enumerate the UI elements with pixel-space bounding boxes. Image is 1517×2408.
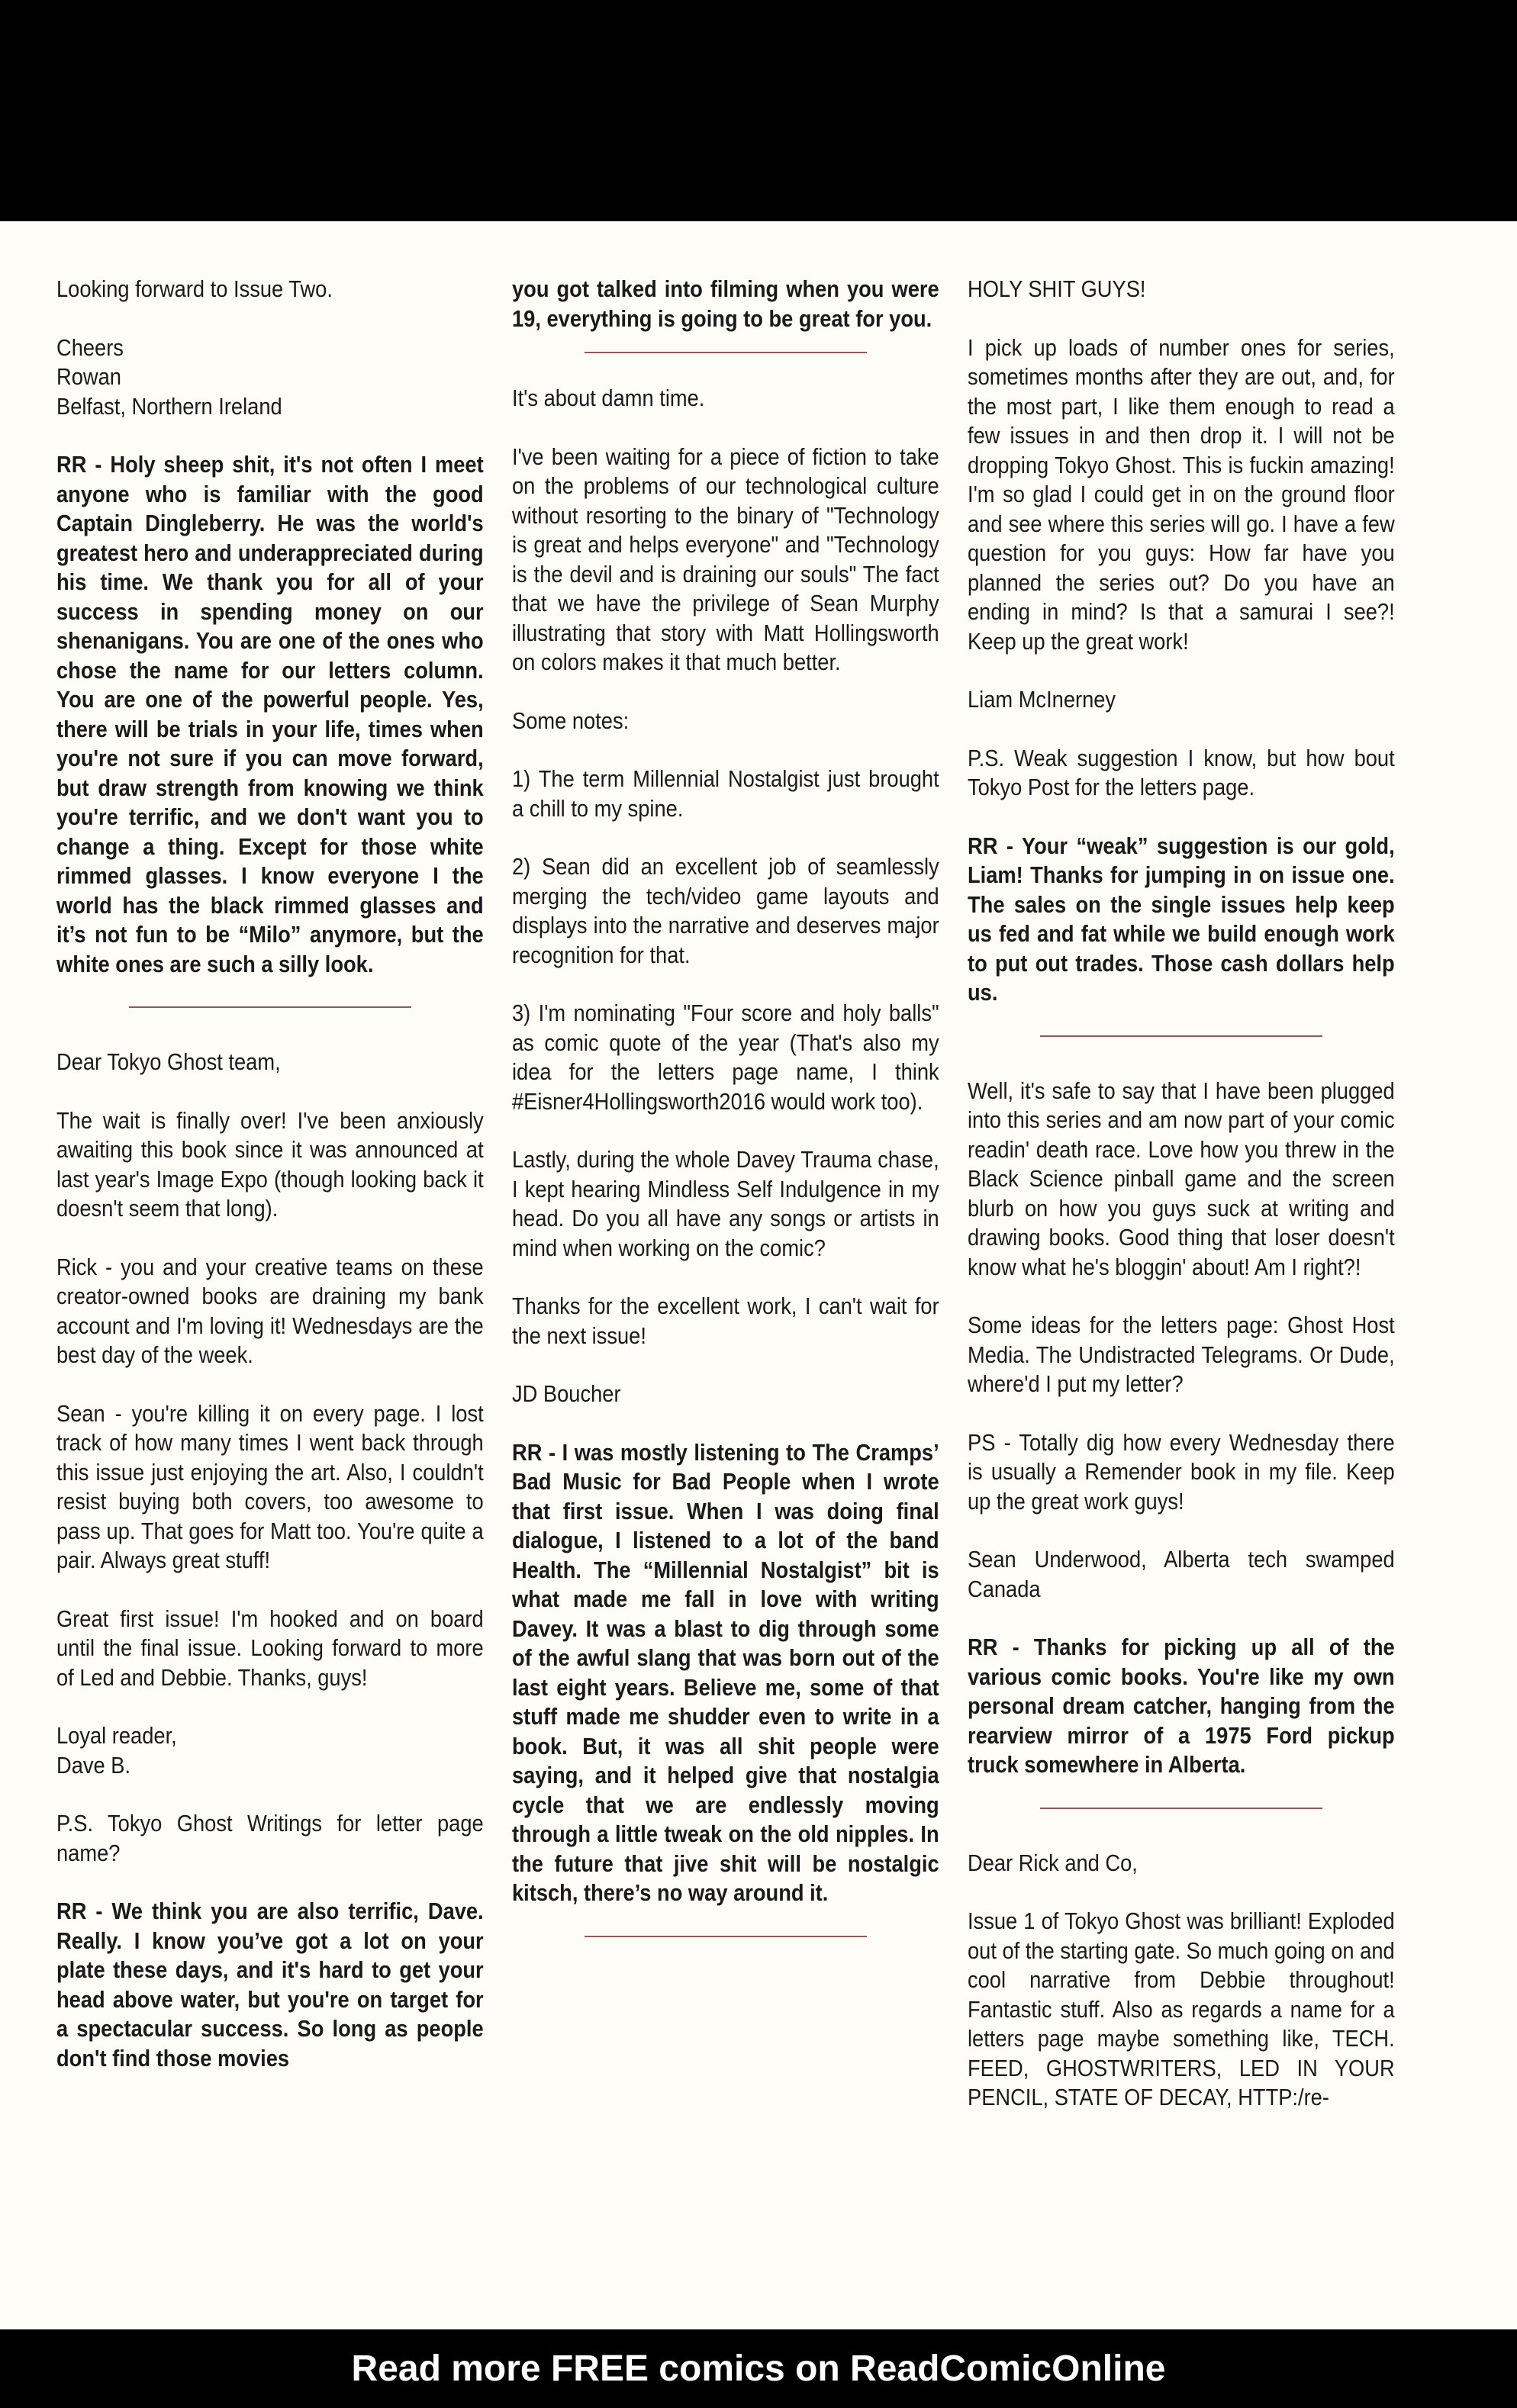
section-divider: [1040, 1808, 1322, 1809]
letter-paragraph: Some ideas for the letters page: Ghost Host Media. The Undistracted Telegrams. Or Dude, where'd I put my letter?: [968, 1312, 1395, 1397]
letter-paragraph: Rick - you and your creative teams on these creator-owned books are draining my bank account and I'm loving it! Wednesdays are the best day of the week.: [56, 1253, 484, 1368]
letter-signature: Sean Underwood, Alberta tech swamped Canada: [968, 1546, 1395, 1602]
letter-greeting: It's about damn time.: [512, 385, 705, 411]
section-divider: [1040, 1035, 1322, 1037]
letter-signature: Cheers Rowan Belfast, Northern Ireland: [56, 333, 282, 420]
letter-paragraph: Thanks for the excellent work, I can't wait for the next issue!: [512, 1293, 939, 1349]
editor-response-continued: you got talked into filming when you were 19, everything is going to be great for you.: [512, 275, 939, 332]
letter-paragraph: The wait is finally over! I've been anxiously awaiting this book since it was announced at last year's Image Expo (though looking back it doesn't seem that long).: [56, 1106, 484, 1222]
letter-greeting: HOLY SHIT GUYS!: [968, 275, 1146, 302]
editor-response: RR - We think you are also terrific, Dave. Really. I know you’ve got a lot on your plate these days, and it's hard to get your head above water, but you're on target for a spectacular success. So long as people don't find those movies: [56, 1898, 484, 2072]
letters-column-2: [512, 275, 939, 1977]
editor-response: RR - Your “weak” suggestion is our gold, Liam! Thanks for jumping in on issue one. The sales on the single issues help keep us fed and fat while we build enough work to put out trades. Those cash dollars help us.: [968, 832, 1395, 1006]
bottom-banner-bar: [0, 2329, 1517, 2408]
site-banner-text[interactable]: Read more FREE comics on ReadComicOnline: [351, 2348, 1166, 2389]
letter-signature: Loyal reader, Dave B.: [56, 1722, 177, 1779]
letter-signature: JD Boucher: [512, 1380, 621, 1407]
letter-paragraph: Issue 1 of Tokyo Ghost was brilliant! Exploded out of the starting gate. So much going on and cool narrative from Debbie throughout! Fantastic stuff. Also as regards a name for a letters page maybe something like, TECH. FEED, GHOSTWRITERS, LED IN YOUR PENCIL, STATE OF DECAY, HTTP:/re-: [968, 1907, 1395, 2110]
letter-paragraph: Well, it's safe to say that I have been plugged into this series and am now part of your comic readin' death race. Love how you threw in the Black Science pinball game and the screen blurb on how you guys suck at writing and drawing books. Good thing that loser doesn't know what he's bloggin' about! Am I right?!: [968, 1077, 1395, 1280]
letters-column-3: [968, 275, 1395, 2142]
editor-response: RR - Thanks for picking up all of the various comic books. You're like my own personal dream catcher, hanging from the rearview mirror of a 1975 Ford pickup truck somewhere in Alberta.: [968, 1634, 1395, 1778]
letter-paragraph: I've been waiting for a piece of fiction to take on the problems of our technological culture without resorting to the binary of "Technology is great and helps everyone" and "Technology is the devil and is draining our souls" The fact that we have the privilege of Sean Murphy illustrating that story with Matt Hollingsworth on colors makes it that much better.: [512, 443, 939, 675]
editor-response: RR - Holy sheep shit, it's not often I meet anyone who is familiar with the good Captain Dingleberry. He was the world's greatest hero and underappreciated during his time. We thank you for all of your success in spending money on our shenanigans. You are one of the ones who chose the name for our letters column. You are one of the powerful people. Yes, there will be trials in your life, times when you're not sure if you can move forward, but draw strength from knowing we think you're terrific, and we don't want you to change a thing. Except for those white rimmed glasses. I know everyone I the world has the black rimmed glasses and it’s not fun to be “Milo” anymore, but the white ones are such a silly look.: [56, 451, 484, 977]
letter-postscript: P.S. Tokyo Ghost Writings for letter page name?: [56, 1810, 484, 1866]
top-black-bar: [0, 0, 1517, 221]
letter-paragraph: Sean - you're killing it on every page. I lost track of how many times I went back through this issue just enjoying the art. Also, I couldn't resist buying both covers, too awesome to pass up. That goes for Matt too. You're quite a pair. Always great stuff!: [56, 1399, 484, 1573]
letter-paragraph: Looking forward to Issue Two.: [56, 275, 333, 302]
letter-paragraph: Lastly, during the whole Davey Trauma chase, I kept hearing Mindless Self Indulgence in my head. Do you all have any songs or artists in mind when working on the comic?: [512, 1146, 939, 1261]
letter-signature: Liam McInerney: [968, 686, 1116, 713]
section-divider: [585, 1936, 867, 1937]
editor-response: RR - I was mostly listening to The Cramps’ Bad Music for Bad People when I wrote that first issue. When I was doing final dialogue, I listened to a lot of the band Health. The “Millennial Nostalgist” bit is what made me fall in love with writing Davey. It was a blast to dig through some of the awful slang that was born out of the last eight years. Believe me, some of that stuff made me shudder even to write in a book. But, it was all shit people were saying, and it helped give that nostalgia cycle that we are endlessly moving through a little tweak on the old nipples. In the future that jive shit will be nostalgic kitsch, there’s no way around it.: [512, 1438, 939, 1906]
letter-paragraph: Some notes:: [512, 707, 630, 734]
section-divider: [585, 352, 867, 353]
letter-greeting: Dear Tokyo Ghost team,: [56, 1048, 281, 1075]
section-divider: [129, 1006, 411, 1008]
letter-greeting: Dear Rick and Co,: [968, 1849, 1138, 1876]
letter-paragraph: 1) The term Millennial Nostalgist just brought a chill to my spine.: [512, 765, 939, 822]
letters-column-1: [56, 275, 484, 2102]
letter-paragraph: I pick up loads of number ones for series, sometimes months after they are out, and, for the most part, I like them enough to read a few issues in and then drop it. I will not be dropping Tokyo Ghost. This is fuckin amazing! I'm so glad I could get in on the ground floor and see where this series will go. I have a few question for you guys: How far have you planned the series out? Do you have an ending in mind? Is that a samurai I see?! Keep up the great work!: [968, 333, 1395, 655]
letter-paragraph: Great first issue! I'm hooked and on board until the final issue. Looking forward to more of Led and Debbie. Thanks, guys!: [56, 1605, 484, 1691]
letter-postscript: PS - Totally dig how every Wednesday there is usually a Remender book in my file. Keep up the great work guys!: [968, 1428, 1395, 1515]
letter-paragraph: 2) Sean did an excellent job of seamlessly merging the tech/video game layouts and displays into the narrative and deserves major recognition for that.: [512, 853, 939, 968]
letter-paragraph: 3) I'm nominating "Four score and holy balls" as comic quote of the year (That's also my idea for the letters page name, I think #Eisner4Hollingsworth2016 would work too).: [512, 1000, 939, 1115]
letter-postscript: P.S. Weak suggestion I know, but how bout Tokyo Post for the letters page.: [968, 744, 1395, 800]
